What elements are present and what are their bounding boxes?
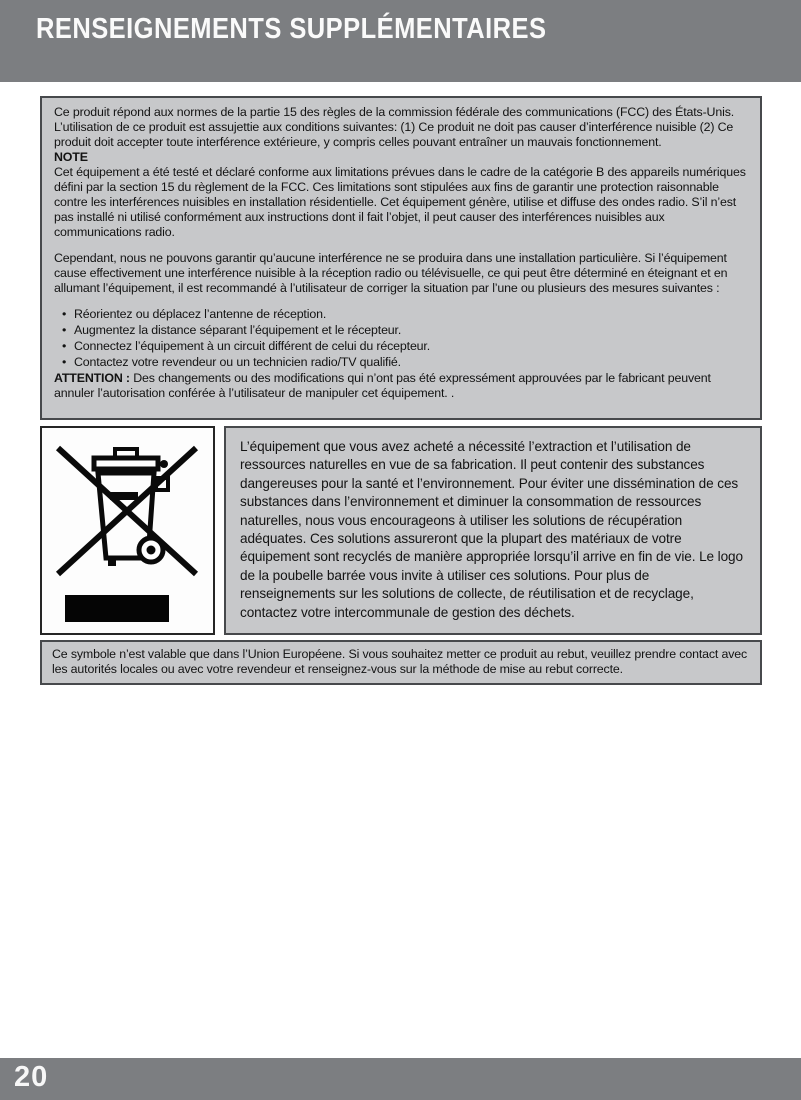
list-item	[54, 307, 748, 322]
weee-crossed-out-wheeled-bin-icon	[52, 436, 202, 586]
list-item-text: Connectez l’équipement à un circuit différent de celui du récepteur.	[74, 339, 431, 353]
attention-paragraph	[54, 371, 748, 401]
list-item-text: Réorientez ou déplacez l’antenne de réception.	[74, 307, 327, 321]
weee-body-paragraph: L’équipement que vous avez acheté a nécessité l’extraction et l’utilisation de ressources naturelles en vue de sa fabrication. Il peut contenir des substances dangereuses pour la santé et l’environnement. Pour éviter une dissémination de ces substances dans l’environnement et diminuer la consommation de ressources naturelles, nous vous encourageons à utiliser les solutions de récupération adéquates. Ces solutions assureront que la plupart des matériaux de votre équipement sont recyclés de manière appropriée lorsqu’il arrive en fin de vie. Le logo de la poubelle barrée vous invite à utiliser ces solutions. Pour plus de renseignements sur les solutions de collecte, de réutilisation et de recyclage, contactez votre intercommunale de gestion des déchets.	[240, 439, 743, 620]
page-number: 20	[14, 1061, 49, 1093]
list-item	[54, 339, 748, 354]
list-item	[54, 323, 748, 338]
attention-body: Des changements ou des modifications qui n’ont pas été expressément approuvées par le fabricant peuvent annuler l’autorisation conférée à l’utilisateur de manipuler cet équipement. .	[54, 371, 711, 400]
fcc-intro-paragraph: Ce produit répond aux normes de la partie 15 des règles de la commission fédérale des communications (FCC) des États-Unis. L’utilisation de ce produit est assujettie aux conditions suivantes: (1) Ce produit ne doit pas causer d’interférence nuisible (2) Ce produit doit accepter toute interférence extérieure, y compris celles pouvant entraîner un mauvais fonctionnement.	[54, 105, 735, 149]
eu-note-paragraph: Ce symbole n’est valable que dans l’Union Européene. Si vous souhaitez metter ce produit au rebut, veuillez prendre contact avec les autorités locales ou avec votre revendeur et renseignez-vous sur la méthode de mise au rebut correcte.	[52, 647, 748, 676]
bullet-icon: •	[62, 339, 67, 353]
fcc-regulatory-panel	[40, 96, 762, 420]
attention-label: ATTENTION :	[54, 371, 130, 385]
note-body-paragraph: Cet équipement a été testé et déclaré conforme aux limitations prévues dans le cadre de la catégorie B des appareils numériques défini par la section 15 du règlement de la FCC. Ces limitations sont stipulées aux fins de garantir une protection raisonnable contre les interférences nuisibles en installation résidentielle. Cet équipement génère, utilise et diffuse des ondes radio. S’il n’est pas installé ni utilisé conformément aux instructions dont il fait l’objet, il peut causer des interférences nuisibles aux communications radio.	[54, 165, 746, 239]
weee-symbol-box	[40, 426, 215, 635]
page-header-band	[0, 0, 801, 82]
page-footer-band	[0, 1058, 801, 1100]
page-title: RENSEIGNEMENTS SUPPLÉMENTAIRES	[36, 13, 547, 45]
corrective-measures-list	[54, 307, 748, 370]
bullet-icon: •	[62, 323, 67, 337]
list-item-text: Augmentez la distance séparant l’équipement et le récepteur.	[74, 323, 402, 337]
weee-black-bar	[65, 595, 169, 622]
bullet-icon: •	[62, 307, 67, 321]
note-heading: NOTE	[54, 150, 88, 164]
bullet-icon: •	[62, 355, 67, 369]
list-item	[54, 355, 748, 370]
eu-note-panel	[40, 640, 762, 685]
weee-text-panel	[224, 426, 762, 635]
list-item-text: Contactez votre revendeur ou un technicien radio/TV qualifié.	[74, 355, 401, 369]
interference-paragraph: Cependant, nous ne pouvons garantir qu’aucune interférence ne se produira dans une installation particulière. Si l’équipement cause effectivement une interférence nuisible à la réception radio ou télévisuelle, ce qui peut être déterminé en éteignant et en allumant l’équipement, il est recommandé à l’utilisateur de corriger la situation par l’une ou plusieurs des mesures suivantes :	[54, 251, 728, 295]
